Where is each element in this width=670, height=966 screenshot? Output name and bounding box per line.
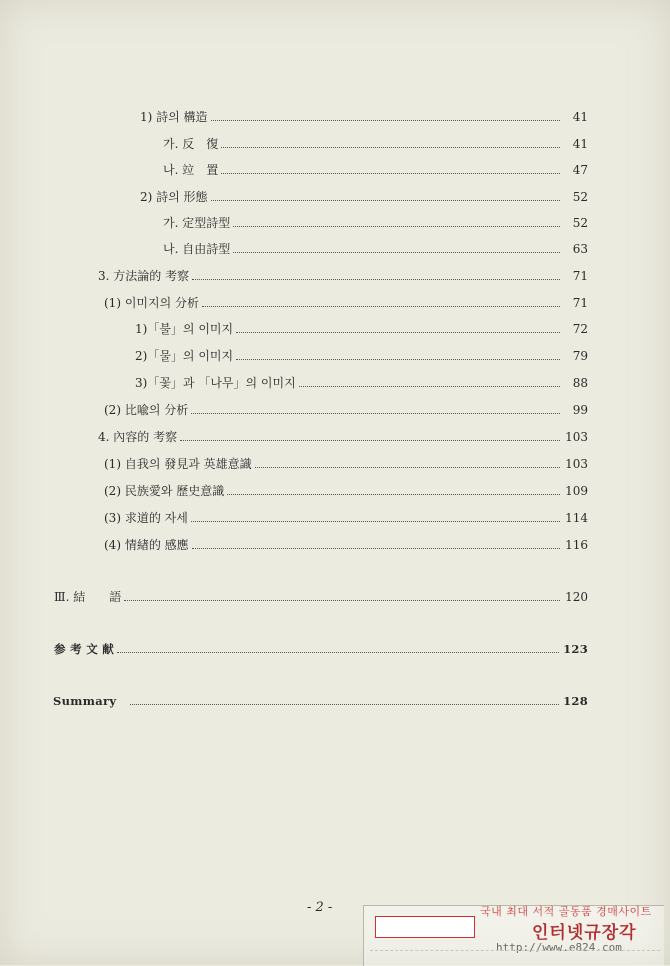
toc-entry-page: 103 <box>565 430 588 444</box>
toc-entry-label: 나. 竝 置 <box>163 163 219 177</box>
toc-entry <box>53 693 588 709</box>
toc-leader-dots <box>221 137 560 148</box>
toc-leader-dots <box>233 216 560 227</box>
toc-leader-dots <box>236 349 560 360</box>
toc-leader-dots <box>180 430 560 441</box>
toc-entry <box>135 321 588 337</box>
toc-entry-page: 128 <box>563 694 588 708</box>
toc-entry-label: Summary <box>53 694 117 708</box>
toc-entry-page: 116 <box>565 538 588 552</box>
stamp-red-box <box>375 916 475 938</box>
toc-entry-label: 2)「물」의 이미지 <box>135 349 234 363</box>
toc-entry-label: 1) 詩의 構造 <box>140 110 208 124</box>
toc-leader-dots <box>124 590 560 601</box>
toc-entry-page: 41 <box>572 137 588 151</box>
toc-entry-label: (3) 求道的 자세 <box>104 511 188 525</box>
toc-leader-dots <box>236 322 560 333</box>
toc-entry-label: 3. 方法論的 考察 <box>98 269 190 283</box>
toc-entry-page: 72 <box>572 322 588 336</box>
toc-entry-page: 71 <box>572 296 588 310</box>
toc-entry <box>163 241 588 257</box>
toc-entry-page: 71 <box>572 269 588 283</box>
stamp-dashed-edge <box>370 950 660 965</box>
toc-leader-dots <box>192 269 560 280</box>
toc-leader-dots <box>227 484 560 495</box>
toc-entry <box>163 215 588 231</box>
toc-entry <box>104 402 588 418</box>
toc-entry-page: 41 <box>572 110 588 124</box>
toc-entry <box>140 189 588 205</box>
toc-entry-label: (1) 이미지의 分析 <box>104 296 199 310</box>
toc-leader-dots <box>202 296 560 307</box>
toc-leader-dots <box>211 190 560 201</box>
stamp-brand: 인터넷규장각 <box>532 923 637 943</box>
toc-leader-dots <box>211 110 560 121</box>
toc-leader-dots <box>221 163 560 174</box>
toc-entry <box>163 136 588 152</box>
toc-entry-page: 123 <box>563 642 588 656</box>
toc-entry-label: 参 考 文 献 <box>54 642 115 656</box>
toc-entry-label: 가. 定型詩型 <box>163 216 231 230</box>
toc-entry-label: 1)「불」의 이미지 <box>135 322 234 336</box>
toc-entry <box>104 483 588 499</box>
toc-entry <box>104 537 588 553</box>
toc-entry-page: 99 <box>572 403 588 417</box>
toc-entry-label: (1) 自我의 發見과 英雄意識 <box>104 457 252 471</box>
toc-entry-page: 79 <box>572 349 588 363</box>
toc-entry <box>104 295 588 311</box>
toc-entry-label: 4. 內容的 考察 <box>98 430 178 444</box>
toc-entry-page: 109 <box>565 484 588 498</box>
toc-entry <box>54 641 588 657</box>
toc-entry-page: 52 <box>572 190 588 204</box>
toc-entry-page: 88 <box>572 376 588 390</box>
toc-entry-label: 나. 自由詩型 <box>163 242 231 256</box>
toc-entry-page: 63 <box>572 242 588 256</box>
toc-entry-page: 114 <box>565 511 588 525</box>
toc-leader-dots <box>117 642 559 653</box>
toc-entry-label: (2) 比喩의 分析 <box>104 403 189 417</box>
toc-leader-dots <box>255 457 560 468</box>
toc-leader-dots <box>299 376 560 387</box>
toc-entry <box>140 109 588 125</box>
toc-entry-page: 47 <box>572 163 588 177</box>
toc-entry-label: 가. 反 復 <box>163 137 219 151</box>
toc-entry-label: 2) 詩의 形態 <box>140 190 208 204</box>
toc-entry-label: (2) 民族愛와 歷史意識 <box>104 484 225 498</box>
toc-leader-dots <box>130 694 559 705</box>
toc-entry-page: 103 <box>565 457 588 471</box>
stamp-url: http://www.e824.com <box>496 941 622 954</box>
toc-entry-page: 120 <box>565 590 588 604</box>
toc-leader-dots <box>192 538 560 549</box>
stamp-tagline: 국내 최대 서적 골동품 경매사이트 <box>480 905 652 918</box>
toc-entry-page: 52 <box>572 216 588 230</box>
toc-leader-dots <box>233 242 560 253</box>
toc-entry-label: 3)「꽃」과 「나무」의 이미지 <box>135 376 296 390</box>
page-number: - 2 - <box>307 900 333 915</box>
toc-entry-label: (4) 情緖的 感應 <box>104 538 189 552</box>
toc-leader-dots <box>191 403 560 414</box>
toc-entry <box>135 348 588 364</box>
toc-entry-label: Ⅲ. 結 語 <box>54 590 122 604</box>
toc-entry <box>54 589 588 605</box>
toc-entry <box>98 268 588 284</box>
toc-leader-dots <box>191 511 560 522</box>
toc-entry <box>163 162 588 178</box>
toc-entry <box>104 456 588 472</box>
toc-entry <box>98 429 588 445</box>
toc-entry <box>104 510 588 526</box>
toc-entry <box>135 375 588 391</box>
